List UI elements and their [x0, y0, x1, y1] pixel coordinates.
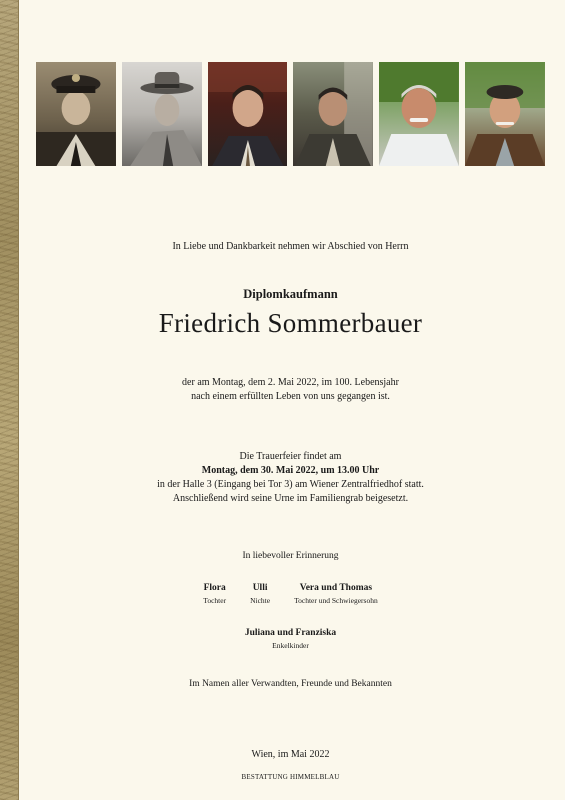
mourner-vera-thomas: [294, 583, 378, 605]
ceremony-location: in der Halle 3 (Eingang bei Tor 3) am Wiener Zentralfriedhof statt.: [157, 479, 424, 490]
place-date: Wien, im Mai 2022: [251, 749, 330, 760]
ceremony-line-1: Die Trauerfeier findet am: [239, 451, 342, 462]
behalf-line: Im Namen aller Verwandten, Freunde und Bekannten: [189, 679, 392, 689]
deceased-name: Friedrich Sommerbauer: [158, 308, 423, 338]
mourner-name: Ulli: [252, 583, 268, 593]
mourners-list: [36, 583, 545, 605]
mourner-flora: [203, 583, 226, 605]
mourner-grandchildren: [36, 628, 545, 650]
portrait-photo-6: [465, 62, 545, 166]
death-notice: [36, 376, 545, 404]
mourner-name: Vera und Thomas: [299, 583, 373, 593]
photo-strip: [36, 62, 545, 166]
portrait-photo-5: [379, 62, 459, 166]
death-line-1: der am Montag, dem 2. Mai 2022, im 100. Lebensjahr: [182, 377, 399, 388]
memory-heading: In liebevoller Erinnerung: [242, 551, 339, 561]
intro-text: In Liebe und Dankbarkeit nehmen wir Abschied von Herrn: [172, 241, 409, 252]
ceremony-date: Montag, dem 30. Mai 2022, um 13.00 Uhr: [201, 465, 380, 476]
portrait-photo-4: [293, 62, 373, 166]
mourner-relation: Nichte: [250, 596, 271, 605]
mourner-relation: Tochter: [203, 596, 227, 605]
mourner-ulli: [250, 583, 270, 605]
mourner-relation: Enkelkinder: [272, 641, 309, 650]
portrait-photo-2: [122, 62, 202, 166]
mourner-name: Flora: [203, 583, 226, 593]
death-line-2: nach einem erfüllten Leben von uns gegangen ist.: [191, 391, 390, 402]
academic-title: Diplomkaufmann: [243, 287, 338, 301]
portrait-photo-3: [208, 62, 288, 166]
mourner-relation: Tochter und Schwiegersohn: [294, 596, 378, 605]
ceremony-info: [36, 450, 545, 506]
portrait-photo-1: [36, 62, 116, 166]
ceremony-burial: Anschließend wird seine Urne im Familiengrab beigesetzt.: [172, 493, 409, 504]
decorative-side-band: [0, 0, 19, 800]
mourner-name: Juliana und Franziska: [244, 628, 337, 638]
undertaker-name: BESTATTUNG HIMMELBLAU: [241, 773, 340, 781]
